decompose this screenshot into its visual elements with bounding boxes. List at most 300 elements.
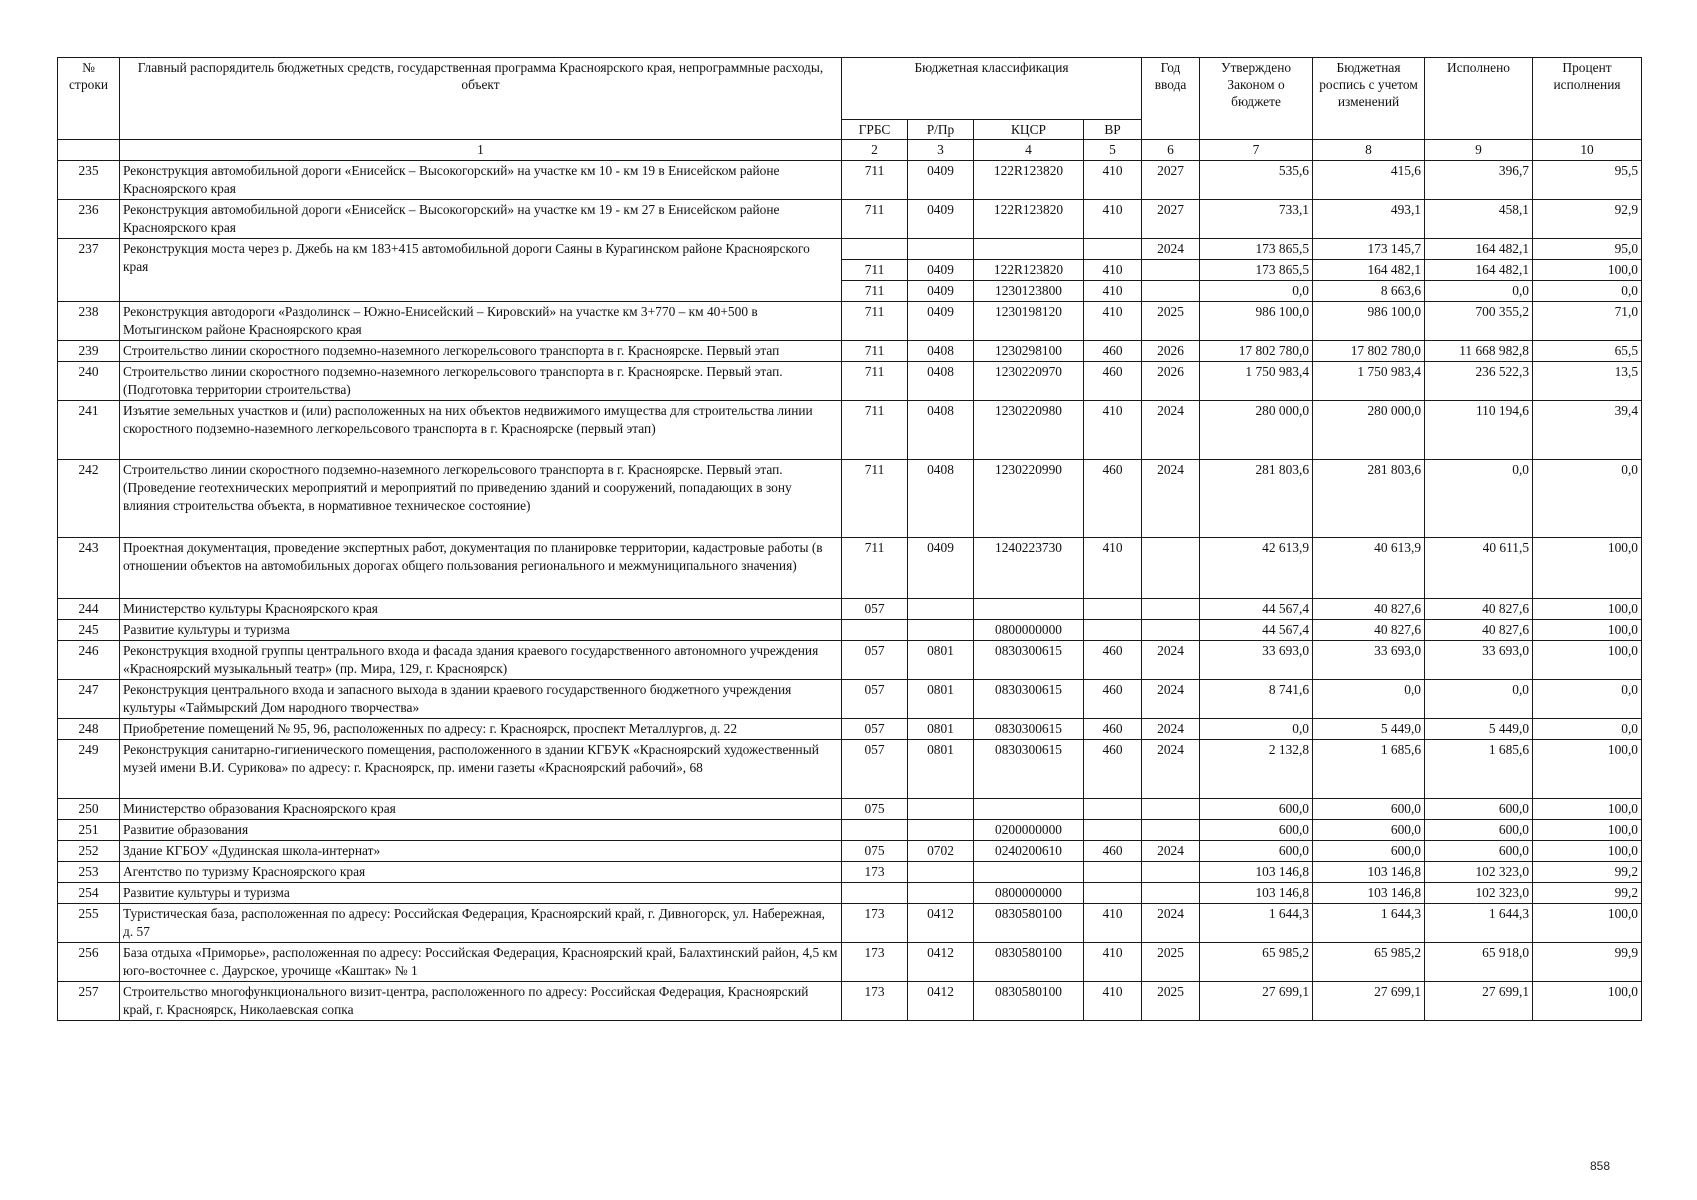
row-number: 257 bbox=[58, 982, 120, 1021]
grbs-cell: 057 bbox=[842, 740, 908, 799]
header-row bbox=[58, 58, 1642, 120]
executed-cell: 0,0 bbox=[1425, 680, 1533, 719]
object-name: Туристическая база, расположенная по адресу: Российская Федерация, Красноярский край, г. Дивногорск, ул. Набережная, д. 57 bbox=[120, 904, 842, 943]
vr-cell: 410 bbox=[1084, 982, 1142, 1021]
year-cell: 2025 bbox=[1142, 982, 1200, 1021]
percent-cell: 100,0 bbox=[1533, 599, 1642, 620]
approved-cell: 44 567,4 bbox=[1200, 620, 1313, 641]
object-name: Проектная документация, проведение экспертных работ, документация по планировке территории, кадастровые работы (в отношении объектов на автомобильных дорогах общего пользования регионального и межмуниципального значения) bbox=[120, 538, 842, 599]
approved-cell: 600,0 bbox=[1200, 799, 1313, 820]
kcsr-cell: 0830300615 bbox=[974, 680, 1084, 719]
year-cell: 2027 bbox=[1142, 200, 1200, 239]
grbs-cell: 711 bbox=[842, 538, 908, 599]
executed-cell: 11 668 982,8 bbox=[1425, 341, 1533, 362]
executed-cell: 0,0 bbox=[1425, 460, 1533, 538]
vr-cell: 460 bbox=[1084, 719, 1142, 740]
vr-cell bbox=[1084, 820, 1142, 841]
budget-list-cell: 415,6 bbox=[1313, 161, 1425, 200]
approved-cell: 1 750 983,4 bbox=[1200, 362, 1313, 401]
header-classification: Бюджетная классификация bbox=[842, 58, 1142, 120]
percent-cell: 99,2 bbox=[1533, 883, 1642, 904]
executed-cell: 458,1 bbox=[1425, 200, 1533, 239]
rpr-cell: 0409 bbox=[908, 281, 974, 302]
budget-table bbox=[57, 57, 1642, 1021]
year-cell: 2025 bbox=[1142, 943, 1200, 982]
percent-cell: 100,0 bbox=[1533, 820, 1642, 841]
object-name: Развитие образования bbox=[120, 820, 842, 841]
percent-cell: 100,0 bbox=[1533, 904, 1642, 943]
rpr-cell: 0409 bbox=[908, 302, 974, 341]
table-row bbox=[58, 740, 1642, 799]
year-cell: 2024 bbox=[1142, 740, 1200, 799]
budget-list-cell: 173 145,7 bbox=[1313, 239, 1425, 260]
executed-cell: 600,0 bbox=[1425, 841, 1533, 862]
executed-cell: 5 449,0 bbox=[1425, 719, 1533, 740]
table-row bbox=[58, 599, 1642, 620]
vr-cell: 460 bbox=[1084, 460, 1142, 538]
grbs-cell: 711 bbox=[842, 341, 908, 362]
rpr-cell: 0409 bbox=[908, 260, 974, 281]
kcsr-cell: 1230298100 bbox=[974, 341, 1084, 362]
rpr-cell bbox=[908, 799, 974, 820]
budget-list-cell: 103 146,8 bbox=[1313, 883, 1425, 904]
kcsr-cell: 0830580100 bbox=[974, 943, 1084, 982]
kcsr-cell: 1230220970 bbox=[974, 362, 1084, 401]
executed-cell: 600,0 bbox=[1425, 820, 1533, 841]
percent-cell: 100,0 bbox=[1533, 841, 1642, 862]
grbs-cell: 173 bbox=[842, 862, 908, 883]
vr-cell: 460 bbox=[1084, 740, 1142, 799]
kcsr-cell: 1230220990 bbox=[974, 460, 1084, 538]
page-number: 858 bbox=[1590, 1159, 1611, 1173]
budget-list-cell: 33 693,0 bbox=[1313, 641, 1425, 680]
header-percent: Процент исполнения bbox=[1533, 58, 1642, 140]
approved-cell: 986 100,0 bbox=[1200, 302, 1313, 341]
budget-list-cell: 103 146,8 bbox=[1313, 862, 1425, 883]
percent-cell: 100,0 bbox=[1533, 538, 1642, 599]
budget-list-cell: 65 985,2 bbox=[1313, 943, 1425, 982]
executed-cell: 700 355,2 bbox=[1425, 302, 1533, 341]
rpr-cell: 0408 bbox=[908, 401, 974, 460]
budget-list-cell: 0,0 bbox=[1313, 680, 1425, 719]
grbs-cell: 711 bbox=[842, 362, 908, 401]
executed-cell: 33 693,0 bbox=[1425, 641, 1533, 680]
row-number: 247 bbox=[58, 680, 120, 719]
vr-cell: 410 bbox=[1084, 943, 1142, 982]
table-row bbox=[58, 680, 1642, 719]
grbs-cell: 173 bbox=[842, 904, 908, 943]
budget-list-cell: 40 827,6 bbox=[1313, 599, 1425, 620]
row-number: 240 bbox=[58, 362, 120, 401]
rpr-cell bbox=[908, 239, 974, 260]
row-number: 241 bbox=[58, 401, 120, 460]
percent-cell: 100,0 bbox=[1533, 740, 1642, 799]
object-name: Здание КГБОУ «Дудинская школа-интернат» bbox=[120, 841, 842, 862]
percent-cell: 13,5 bbox=[1533, 362, 1642, 401]
grbs-cell: 075 bbox=[842, 799, 908, 820]
header-row-no: № строки bbox=[58, 58, 120, 140]
column-number bbox=[58, 140, 120, 161]
header-vr: ВР bbox=[1084, 120, 1142, 140]
year-cell: 2025 bbox=[1142, 302, 1200, 341]
approved-cell: 173 865,5 bbox=[1200, 239, 1313, 260]
kcsr-cell: 1230198120 bbox=[974, 302, 1084, 341]
percent-cell: 39,4 bbox=[1533, 401, 1642, 460]
header-year: Год ввода bbox=[1142, 58, 1200, 140]
year-cell: 2024 bbox=[1142, 641, 1200, 680]
grbs-cell: 711 bbox=[842, 460, 908, 538]
year-cell bbox=[1142, 281, 1200, 302]
year-cell: 2024 bbox=[1142, 904, 1200, 943]
vr-cell: 410 bbox=[1084, 260, 1142, 281]
budget-list-cell: 8 663,6 bbox=[1313, 281, 1425, 302]
column-number: 7 bbox=[1200, 140, 1313, 161]
row-number: 245 bbox=[58, 620, 120, 641]
vr-cell bbox=[1084, 883, 1142, 904]
budget-list-cell: 164 482,1 bbox=[1313, 260, 1425, 281]
percent-cell: 100,0 bbox=[1533, 799, 1642, 820]
year-cell bbox=[1142, 820, 1200, 841]
grbs-cell: 711 bbox=[842, 161, 908, 200]
budget-list-cell: 17 802 780,0 bbox=[1313, 341, 1425, 362]
table-row bbox=[58, 820, 1642, 841]
header-approved: Утверждено Законом о бюджете bbox=[1200, 58, 1313, 140]
grbs-cell: 711 bbox=[842, 401, 908, 460]
column-number: 3 bbox=[908, 140, 974, 161]
table-row bbox=[58, 841, 1642, 862]
rpr-cell: 0408 bbox=[908, 341, 974, 362]
percent-cell: 100,0 bbox=[1533, 641, 1642, 680]
budget-list-cell: 1 750 983,4 bbox=[1313, 362, 1425, 401]
year-cell: 2024 bbox=[1142, 460, 1200, 538]
row-number: 251 bbox=[58, 820, 120, 841]
kcsr-cell: 0830300615 bbox=[974, 641, 1084, 680]
budget-list-cell: 493,1 bbox=[1313, 200, 1425, 239]
year-cell: 2027 bbox=[1142, 161, 1200, 200]
rpr-cell bbox=[908, 883, 974, 904]
approved-cell: 42 613,9 bbox=[1200, 538, 1313, 599]
percent-cell: 0,0 bbox=[1533, 460, 1642, 538]
rpr-cell: 0801 bbox=[908, 641, 974, 680]
vr-cell: 410 bbox=[1084, 401, 1142, 460]
kcsr-cell bbox=[974, 862, 1084, 883]
kcsr-cell bbox=[974, 239, 1084, 260]
executed-cell: 40 827,6 bbox=[1425, 599, 1533, 620]
budget-list-cell: 281 803,6 bbox=[1313, 460, 1425, 538]
row-number: 250 bbox=[58, 799, 120, 820]
year-cell: 2024 bbox=[1142, 401, 1200, 460]
kcsr-cell: 122R123820 bbox=[974, 161, 1084, 200]
header-name: Главный распорядитель бюджетных средств, государственная программа Красноярского края, непрограммные расходы, объект bbox=[120, 58, 842, 140]
row-number: 256 bbox=[58, 943, 120, 982]
percent-cell: 0,0 bbox=[1533, 680, 1642, 719]
budget-list-cell: 280 000,0 bbox=[1313, 401, 1425, 460]
grbs-cell: 711 bbox=[842, 200, 908, 239]
grbs-cell: 173 bbox=[842, 943, 908, 982]
row-number: 248 bbox=[58, 719, 120, 740]
year-cell: 2024 bbox=[1142, 841, 1200, 862]
object-name: Строительство многофункционального визит-центра, расположенного по адресу: Российская Федерация, Красноярский край, г. Красноярск, Николаевская сопка bbox=[120, 982, 842, 1021]
executed-cell: 110 194,6 bbox=[1425, 401, 1533, 460]
column-number: 2 bbox=[842, 140, 908, 161]
grbs-cell: 711 bbox=[842, 260, 908, 281]
year-cell: 2024 bbox=[1142, 719, 1200, 740]
kcsr-cell: 1230220980 bbox=[974, 401, 1084, 460]
executed-cell: 1 685,6 bbox=[1425, 740, 1533, 799]
row-number: 255 bbox=[58, 904, 120, 943]
approved-cell: 173 865,5 bbox=[1200, 260, 1313, 281]
row-number: 246 bbox=[58, 641, 120, 680]
rpr-cell: 0409 bbox=[908, 161, 974, 200]
row-number: 236 bbox=[58, 200, 120, 239]
rpr-cell: 0801 bbox=[908, 680, 974, 719]
rpr-cell: 0412 bbox=[908, 943, 974, 982]
approved-cell: 2 132,8 bbox=[1200, 740, 1313, 799]
kcsr-cell: 0200000000 bbox=[974, 820, 1084, 841]
percent-cell: 100,0 bbox=[1533, 982, 1642, 1021]
table-row bbox=[58, 200, 1642, 239]
rpr-cell bbox=[908, 820, 974, 841]
rpr-cell: 0409 bbox=[908, 538, 974, 599]
row-number: 239 bbox=[58, 341, 120, 362]
table-row bbox=[58, 239, 1642, 260]
percent-cell: 71,0 bbox=[1533, 302, 1642, 341]
column-number: 5 bbox=[1084, 140, 1142, 161]
kcsr-cell: 0830300615 bbox=[974, 740, 1084, 799]
header-budget-list: Бюджетная роспись с учетом изменений bbox=[1313, 58, 1425, 140]
row-number: 244 bbox=[58, 599, 120, 620]
vr-cell: 460 bbox=[1084, 341, 1142, 362]
column-number-row bbox=[58, 140, 1642, 161]
approved-cell: 0,0 bbox=[1200, 281, 1313, 302]
executed-cell: 164 482,1 bbox=[1425, 260, 1533, 281]
object-name: Реконструкция автодороги «Раздолинск – Южно-Енисейский – Кировский» на участке км 3+770 – км 40+500 в Мотыгинском районе Красноярского края bbox=[120, 302, 842, 341]
executed-cell: 600,0 bbox=[1425, 799, 1533, 820]
year-cell: 2024 bbox=[1142, 680, 1200, 719]
approved-cell: 600,0 bbox=[1200, 820, 1313, 841]
approved-cell: 27 699,1 bbox=[1200, 982, 1313, 1021]
table-row bbox=[58, 904, 1642, 943]
percent-cell: 100,0 bbox=[1533, 620, 1642, 641]
object-name: Реконструкция входной группы центрального входа и фасада здания краевого государственного автономного учреждения «Красноярский музыкальный театр» (пр. Мира, 129, г. Красноярск) bbox=[120, 641, 842, 680]
percent-cell: 99,2 bbox=[1533, 862, 1642, 883]
object-name: База отдыха «Приморье», расположенная по адресу: Российская Федерация, Красноярский край, Балахтинский район, 4,5 км юго-восточнее с. Даурское, урочище «Каштак» № 1 bbox=[120, 943, 842, 982]
object-name: Реконструкция автомобильной дороги «Енисейск – Высокогорский» на участке км 19 - км 27 в Енисейском районе Красноярского края bbox=[120, 200, 842, 239]
table-row bbox=[58, 862, 1642, 883]
object-name: Строительство линии скоростного подземно-наземного легкорельсового транспорта в г. Красноярске. Первый этап. (Проведение геотехнических мероприятий и мероприятий по приведению зданий и сооружений, попадающих в зону влияния строительства объекта, в нормативное техническое состояние) bbox=[120, 460, 842, 538]
vr-cell bbox=[1084, 599, 1142, 620]
table-row bbox=[58, 341, 1642, 362]
table-row bbox=[58, 799, 1642, 820]
approved-cell: 0,0 bbox=[1200, 719, 1313, 740]
vr-cell: 410 bbox=[1084, 538, 1142, 599]
executed-cell: 102 323,0 bbox=[1425, 862, 1533, 883]
rpr-cell: 0801 bbox=[908, 740, 974, 799]
table-row bbox=[58, 460, 1642, 538]
kcsr-cell bbox=[974, 799, 1084, 820]
kcsr-cell: 1230123800 bbox=[974, 281, 1084, 302]
year-cell bbox=[1142, 620, 1200, 641]
object-name: Реконструкция санитарно-гигиенического помещения, расположенного в здании КГБУК «Красноярский художественный музей имени В.И. Сурикова» по адресу: г. Красноярск, пр. имени газеты «Красноярский рабочий», 68 bbox=[120, 740, 842, 799]
percent-cell: 65,5 bbox=[1533, 341, 1642, 362]
vr-cell bbox=[1084, 620, 1142, 641]
object-name: Развитие культуры и туризма bbox=[120, 620, 842, 641]
row-number: 235 bbox=[58, 161, 120, 200]
grbs-cell: 173 bbox=[842, 982, 908, 1021]
vr-cell: 410 bbox=[1084, 904, 1142, 943]
grbs-cell: 075 bbox=[842, 841, 908, 862]
rpr-cell: 0412 bbox=[908, 982, 974, 1021]
grbs-cell bbox=[842, 239, 908, 260]
year-cell: 2026 bbox=[1142, 362, 1200, 401]
table-row bbox=[58, 982, 1642, 1021]
grbs-cell: 711 bbox=[842, 302, 908, 341]
vr-cell: 410 bbox=[1084, 302, 1142, 341]
percent-cell: 95,5 bbox=[1533, 161, 1642, 200]
year-cell: 2026 bbox=[1142, 341, 1200, 362]
percent-cell: 100,0 bbox=[1533, 260, 1642, 281]
approved-cell: 1 644,3 bbox=[1200, 904, 1313, 943]
budget-list-cell: 986 100,0 bbox=[1313, 302, 1425, 341]
year-cell bbox=[1142, 862, 1200, 883]
kcsr-cell bbox=[974, 599, 1084, 620]
budget-list-cell: 1 685,6 bbox=[1313, 740, 1425, 799]
rpr-cell bbox=[908, 599, 974, 620]
percent-cell: 95,0 bbox=[1533, 239, 1642, 260]
header-rpr: Р/Пр bbox=[908, 120, 974, 140]
budget-list-cell: 40 613,9 bbox=[1313, 538, 1425, 599]
kcsr-cell: 0830300615 bbox=[974, 719, 1084, 740]
grbs-cell bbox=[842, 620, 908, 641]
year-cell bbox=[1142, 883, 1200, 904]
vr-cell: 410 bbox=[1084, 281, 1142, 302]
percent-cell: 99,9 bbox=[1533, 943, 1642, 982]
row-number: 254 bbox=[58, 883, 120, 904]
approved-cell: 535,6 bbox=[1200, 161, 1313, 200]
year-cell: 2024 bbox=[1142, 239, 1200, 260]
object-name: Развитие культуры и туризма bbox=[120, 883, 842, 904]
vr-cell: 410 bbox=[1084, 200, 1142, 239]
column-number: 8 bbox=[1313, 140, 1425, 161]
rpr-cell bbox=[908, 620, 974, 641]
object-name: Строительство линии скоростного подземно-наземного легкорельсового транспорта в г. Красноярске. Первый этап. (Подготовка территории строительства) bbox=[120, 362, 842, 401]
column-number: 1 bbox=[120, 140, 842, 161]
column-number: 6 bbox=[1142, 140, 1200, 161]
grbs-cell: 057 bbox=[842, 599, 908, 620]
year-cell bbox=[1142, 799, 1200, 820]
table-row bbox=[58, 620, 1642, 641]
percent-cell: 92,9 bbox=[1533, 200, 1642, 239]
grbs-cell bbox=[842, 820, 908, 841]
kcsr-cell: 0830580100 bbox=[974, 904, 1084, 943]
rpr-cell bbox=[908, 862, 974, 883]
executed-cell: 1 644,3 bbox=[1425, 904, 1533, 943]
column-number: 4 bbox=[974, 140, 1084, 161]
budget-list-cell: 600,0 bbox=[1313, 841, 1425, 862]
kcsr-cell: 0240200610 bbox=[974, 841, 1084, 862]
approved-cell: 733,1 bbox=[1200, 200, 1313, 239]
table-row bbox=[58, 641, 1642, 680]
year-cell bbox=[1142, 260, 1200, 281]
rpr-cell: 0702 bbox=[908, 841, 974, 862]
executed-cell: 27 699,1 bbox=[1425, 982, 1533, 1021]
object-name: Реконструкция автомобильной дороги «Енисейск – Высокогорский» на участке км 10 - км 19 в Енисейском районе Красноярского края bbox=[120, 161, 842, 200]
kcsr-cell: 122R123820 bbox=[974, 200, 1084, 239]
grbs-cell: 711 bbox=[842, 281, 908, 302]
table-row bbox=[58, 161, 1642, 200]
approved-cell: 103 146,8 bbox=[1200, 862, 1313, 883]
table-row bbox=[58, 883, 1642, 904]
executed-cell: 0,0 bbox=[1425, 281, 1533, 302]
row-number: 238 bbox=[58, 302, 120, 341]
row-number: 243 bbox=[58, 538, 120, 599]
executed-cell: 236 522,3 bbox=[1425, 362, 1533, 401]
kcsr-cell: 0800000000 bbox=[974, 883, 1084, 904]
grbs-cell bbox=[842, 883, 908, 904]
rpr-cell: 0409 bbox=[908, 200, 974, 239]
approved-cell: 44 567,4 bbox=[1200, 599, 1313, 620]
approved-cell: 8 741,6 bbox=[1200, 680, 1313, 719]
year-cell bbox=[1142, 599, 1200, 620]
object-name: Реконструкция моста через р. Джебь на км 183+415 автомобильной дороги Саяны в Курагинском районе Красноярского края bbox=[120, 239, 842, 302]
executed-cell: 164 482,1 bbox=[1425, 239, 1533, 260]
object-name: Реконструкция центрального входа и запасного выхода в здании краевого государственного бюджетного учреждения культуры «Таймырский Дом народного творчества» bbox=[120, 680, 842, 719]
column-number: 9 bbox=[1425, 140, 1533, 161]
budget-list-cell: 1 644,3 bbox=[1313, 904, 1425, 943]
vr-cell bbox=[1084, 862, 1142, 883]
vr-cell bbox=[1084, 239, 1142, 260]
budget-list-cell: 600,0 bbox=[1313, 820, 1425, 841]
approved-cell: 17 802 780,0 bbox=[1200, 341, 1313, 362]
vr-cell: 460 bbox=[1084, 680, 1142, 719]
row-number: 249 bbox=[58, 740, 120, 799]
executed-cell: 40 827,6 bbox=[1425, 620, 1533, 641]
row-number: 253 bbox=[58, 862, 120, 883]
approved-cell: 33 693,0 bbox=[1200, 641, 1313, 680]
kcsr-cell: 122R123820 bbox=[974, 260, 1084, 281]
approved-cell: 103 146,8 bbox=[1200, 883, 1313, 904]
budget-list-cell: 5 449,0 bbox=[1313, 719, 1425, 740]
header-kcsr: КЦСР bbox=[974, 120, 1084, 140]
object-name: Министерство образования Красноярского края bbox=[120, 799, 842, 820]
object-name: Изъятие земельных участков и (или) расположенных на них объектов недвижимого имущества для строительства линии скоростного подземно-наземного легкорельсового транспорта в г. Красноярске (первый этап) bbox=[120, 401, 842, 460]
object-name: Агентство по туризму Красноярского края bbox=[120, 862, 842, 883]
vr-cell bbox=[1084, 799, 1142, 820]
row-number: 242 bbox=[58, 460, 120, 538]
grbs-cell: 057 bbox=[842, 680, 908, 719]
object-name: Строительство линии скоростного подземно-наземного легкорельсового транспорта в г. Красноярске. Первый этап bbox=[120, 341, 842, 362]
column-number: 10 bbox=[1533, 140, 1642, 161]
kcsr-cell: 0830580100 bbox=[974, 982, 1084, 1021]
row-number: 237 bbox=[58, 239, 120, 302]
object-name: Приобретение помещений № 95, 96, расположенных по адресу: г. Красноярск, проспект Металлургов, д. 22 bbox=[120, 719, 842, 740]
percent-cell: 0,0 bbox=[1533, 719, 1642, 740]
approved-cell: 281 803,6 bbox=[1200, 460, 1313, 538]
header-grbs: ГРБС bbox=[842, 120, 908, 140]
approved-cell: 280 000,0 bbox=[1200, 401, 1313, 460]
grbs-cell: 057 bbox=[842, 641, 908, 680]
budget-list-cell: 600,0 bbox=[1313, 799, 1425, 820]
grbs-cell: 057 bbox=[842, 719, 908, 740]
header-executed: Исполнено bbox=[1425, 58, 1533, 140]
rpr-cell: 0801 bbox=[908, 719, 974, 740]
executed-cell: 102 323,0 bbox=[1425, 883, 1533, 904]
budget-list-cell: 27 699,1 bbox=[1313, 982, 1425, 1021]
rpr-cell: 0408 bbox=[908, 362, 974, 401]
table-row bbox=[58, 401, 1642, 460]
percent-cell: 0,0 bbox=[1533, 281, 1642, 302]
executed-cell: 40 611,5 bbox=[1425, 538, 1533, 599]
